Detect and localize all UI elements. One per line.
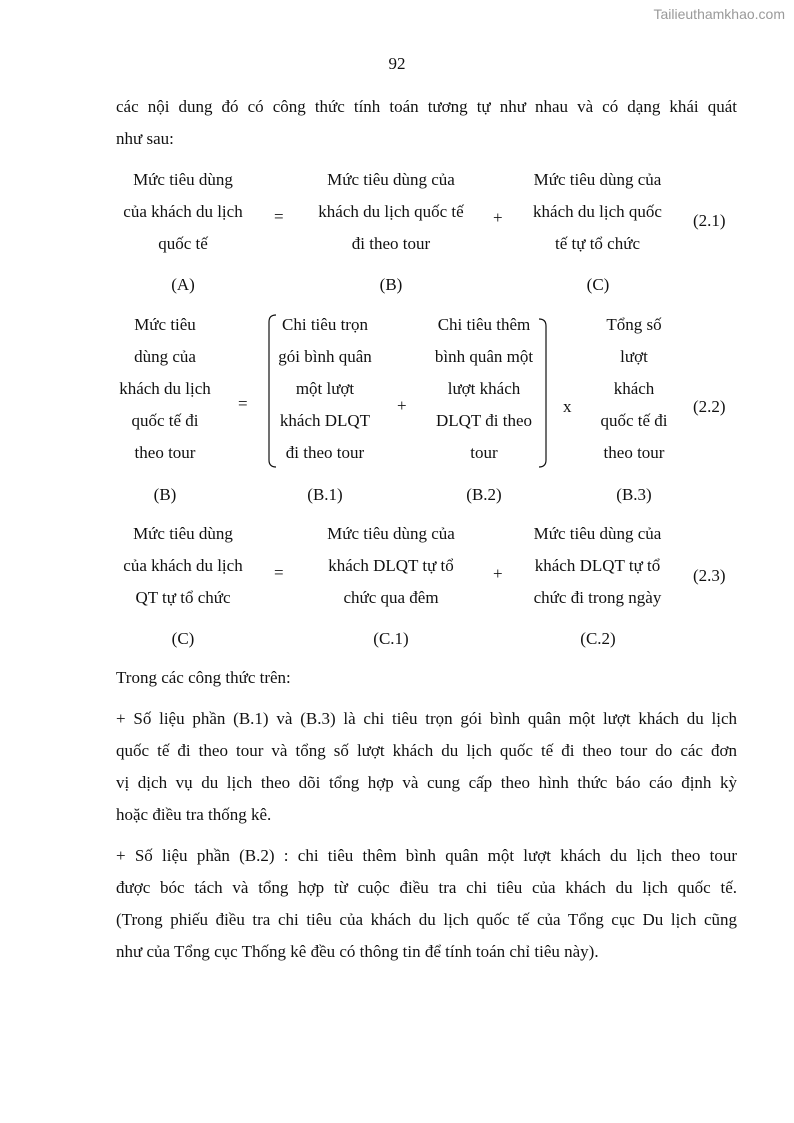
intro-line: như sau: [116,129,174,148]
term-line: khách du lịch quốc tế [318,202,464,221]
term-line: Mức tiêu dùng của [327,170,455,189]
eq1-term-b [301,164,481,260]
paragraph-line: được bóc tách và tổng hợp từ cuộc điều tra chi tiêu của khách du lịch quốc tế. [116,878,737,897]
term-line: khách DLQT tự tổ [534,556,661,575]
term-line: Mức tiêu [134,315,196,334]
term-line: Mức tiêu dùng của [327,524,455,543]
notes-heading-text: Trong các công thức trên: [116,668,291,687]
eq2-label-b: (B) [153,485,177,504]
term-line: quốc tế đi [131,411,199,430]
term-line: gói bình quân [278,347,372,366]
term-line: một lượt [295,379,355,398]
term-line: đi theo tour [285,443,365,462]
term-line: dùng của [134,347,196,366]
term-line: khách [613,379,655,398]
eq2-label-b1: (B.1) [307,485,343,504]
eq1-equals-sign: = [274,207,284,226]
eq1-label-b: (B) [379,275,403,294]
term-line: khách DLQT [279,411,371,430]
paragraph-line: (Trong phiếu điều tra chi tiêu của khách du lịch quốc tế của Tổng cục Du lịch cũng [116,910,737,929]
term-line: chức qua đêm [343,588,439,607]
term-line: quốc tế [158,234,208,253]
eq1-number: (2.1) [693,211,726,230]
eq3-label-c: (C) [171,629,195,648]
term-line: Mức tiêu dùng [133,524,233,543]
eq2-term-b1 [265,309,385,469]
term-line: DLQT đi theo [435,411,532,430]
page-number: 92 [388,54,406,73]
eq2-times-sign: x [563,397,572,416]
eq3-label-c2: (C.2) [580,629,616,648]
eq3-term-a [108,518,258,614]
term-line: theo tour [603,443,665,462]
term-line: tế tự tổ chức [555,234,640,253]
term-line: của khách du lịch [123,556,243,575]
term-line: Chi tiêu trọn [282,315,368,334]
eq2-term-b2 [422,309,546,469]
right-brace-icon [537,318,551,468]
intro-line: các nội dung đó có công thức tính toán tương tự như nhau và có dạng khái quát [116,97,737,116]
term-line: lượt [620,347,648,366]
eq2-term-lhs [105,309,225,469]
eq1-term-a [108,164,258,260]
eq3-term-b [301,518,481,614]
term-line: bình quân một [434,347,534,366]
eq1-term-c [515,164,680,260]
paragraph-line: + Số liệu phần (B.1) và (B.3) là chi tiêu trọn gói bình quân một lượt khách du lịch [116,709,737,728]
eq2-equals-sign: = [238,394,248,413]
term-line: đi theo tour [351,234,431,253]
term-line: Tổng số [606,315,662,334]
notes-paragraph-1 [116,703,737,831]
term-line: khách du lịch [119,379,211,398]
term-line: Chi tiêu thêm [437,315,531,334]
paragraph-line: + Số liệu phần (B.2) : chi tiêu thêm bình quân một lượt khách du lịch theo tour [116,846,737,865]
term-line: Mức tiêu dùng [133,170,233,189]
eq2-label-b2: (B.2) [466,485,502,504]
term-line: quốc tế đi [600,411,668,430]
notes-heading [116,662,737,694]
eq1-plus-sign: + [493,208,503,227]
watermark: Tailieuthamkhao.com [653,6,785,22]
eq2-label-b3: (B.3) [616,485,652,504]
term-line: QT tự tổ chức [135,588,231,607]
term-line: theo tour [134,443,196,462]
paragraph-line: hoặc điều tra thống kê. [116,805,272,824]
eq3-plus-sign: + [493,564,503,583]
term-line: khách du lịch quốc [533,202,662,221]
paragraph-line: quốc tế đi theo tour và tổng số lượt khách du lịch quốc tế đi theo tour do các đơn [116,741,737,760]
term-line: Mức tiêu dùng của [533,170,662,189]
eq3-equals-sign: = [274,563,284,582]
eq1-label-a: (A) [171,275,195,294]
eq2-number: (2.2) [693,397,726,416]
paragraph-line: như của Tổng cục Thống kê đều có thông tin để tính toán chỉ tiêu này). [116,942,599,961]
eq2-plus-sign: + [397,396,407,415]
eq2-term-b3 [584,309,684,469]
eq3-label-c1: (C.1) [373,629,409,648]
term-line: của khách du lịch [123,202,243,221]
paragraph-line: vị dịch vụ du lịch theo dõi tổng hợp và cung cấp theo hình thức báo cáo định kỳ [116,773,737,792]
eq3-number: (2.3) [693,566,726,585]
eq1-label-c: (C) [586,275,610,294]
term-line: lượt khách [447,379,521,398]
intro-paragraph [116,91,737,155]
term-line: tour [470,443,498,462]
term-line: khách DLQT tự tổ [328,556,454,575]
eq3-term-c [515,518,680,614]
notes-paragraph-2 [116,840,737,968]
term-line: chức đi trong ngày [533,588,662,607]
term-line: Mức tiêu dùng của [533,524,662,543]
